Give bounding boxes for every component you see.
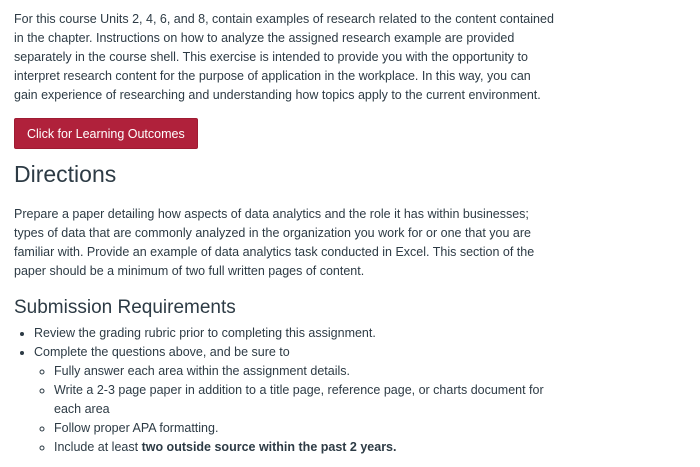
- sub-requirements-list: [34, 362, 554, 457]
- submission-requirements-heading: Submission Requirements: [14, 297, 236, 318]
- learning-outcomes-button[interactable]: Click for Learning Outcomes: [14, 118, 198, 149]
- directions-heading: Directions: [14, 161, 117, 187]
- sub-list-item: [54, 438, 554, 457]
- requirements-list: [14, 324, 554, 457]
- list-item: [34, 343, 554, 457]
- list-item-text: Complete the questions above, and be sure to: [34, 345, 290, 359]
- directions-paragraph: Prepare a paper detailing how aspects of data analytics and the role it has within businesses; types of data that are commonly analyzed in the organization you work for or one that you are familiar with. Provide an example of data analytics task conducted in Excel. This section of the paper should be a minimum of two full written pages of content.: [14, 207, 535, 278]
- list-item: • Review the grading rubric prior to completing this assignment.: [34, 324, 554, 343]
- sub-list-item-text: Include at least: [54, 440, 142, 454]
- sub-list-item: ◦ Fully answer each area within the assignment details.: [54, 362, 554, 381]
- intro-paragraph: For this course Units 2, 4, 6, and 8, contain examples of research related to the content contained in the chapter. Instructions on how to analyze the assigned research example are provided separately in the course shell. This exercise is intended to provide you with the opportunity to interpret research content for the purpose of application in the workplace. In this way, you can gain experience of researching and understanding how topics apply to the current environment.: [14, 12, 554, 102]
- assignment-content: [14, 10, 554, 457]
- sub-list-item: ◦ Follow proper APA formatting.: [54, 419, 554, 438]
- sub-list-item: ◦ Write a 2-3 page paper in addition to a title page, reference page, or charts document for each area: [54, 381, 554, 419]
- sub-list-item-bold-text: two outside source within the past 2 years.: [141, 440, 397, 454]
